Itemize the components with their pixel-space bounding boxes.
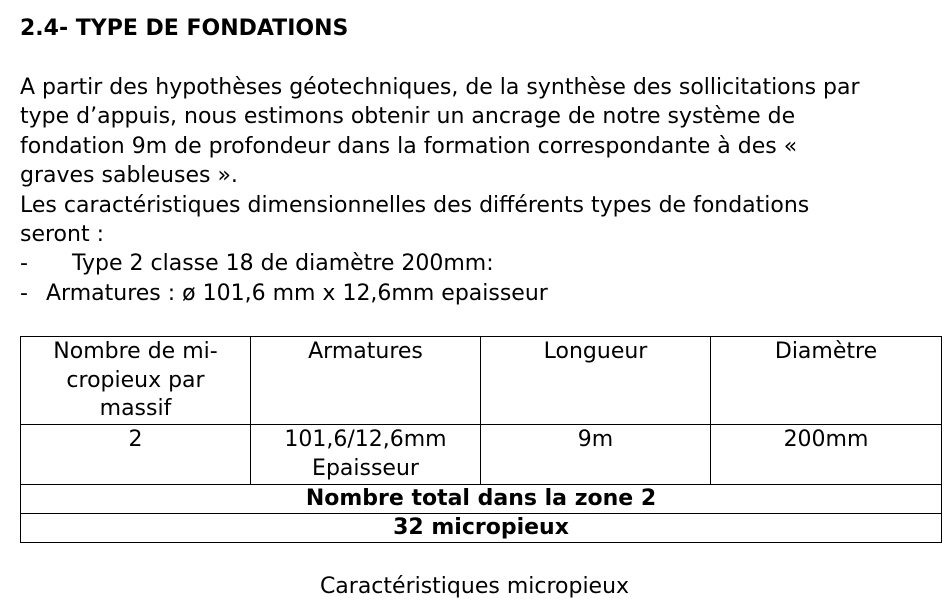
section-title: 2.4- TYPE DE FONDATIONS <box>20 16 349 41</box>
total-label-row <box>21 485 942 514</box>
body-paragraph <box>20 73 945 308</box>
paragraph-line: graves sableuses ». <box>20 163 238 189</box>
bullet-text: Type 2 classe 18 de diamètre 200mm: <box>72 251 494 277</box>
bullet-dash: - <box>20 251 28 277</box>
bullet-text: Armatures : ø 101,6 mm x 12,6mm epaisseur <box>46 280 548 306</box>
total-value-row <box>21 514 942 543</box>
table-caption: Caractéristiques micropieux <box>319 574 630 599</box>
total-value: 32 micropieux <box>21 514 942 543</box>
bullet-item-armatures <box>20 279 945 308</box>
micropieux-table <box>20 336 942 543</box>
bullet-item-type <box>20 249 945 278</box>
header-diametre: Diamètre <box>711 337 942 425</box>
header-armatures: Armatures <box>251 337 481 425</box>
paragraph-line: fondation 9m de profondeur dans la formation correspondante à des « <box>20 133 798 159</box>
paragraph-line: A partir des hypothèses géotechniques, de la synthèse des sollicitations par <box>20 75 860 100</box>
cell-armatures: 101,6/12,6mm Epaisseur <box>251 425 481 485</box>
paragraph-line: Les caractéristiques dimensionnelles des différents types de fondations <box>20 192 810 218</box>
bullet-dash: - <box>20 280 28 306</box>
table-header-row <box>21 337 942 425</box>
total-label: Nombre total dans la zone 2 <box>21 485 942 514</box>
cell-nombre: 2 <box>21 425 251 485</box>
table-row <box>21 425 942 485</box>
header-nombre: Nombre de mi- cropieux par massif <box>21 337 251 425</box>
paragraph-line: type d’appuis, nous estimons obtenir un ancrage de notre système de <box>20 104 796 130</box>
cell-diametre: 200mm <box>711 425 942 485</box>
header-longueur: Longueur <box>481 337 711 425</box>
cell-longueur: 9m <box>481 425 711 485</box>
paragraph-line: seront : <box>20 222 104 248</box>
